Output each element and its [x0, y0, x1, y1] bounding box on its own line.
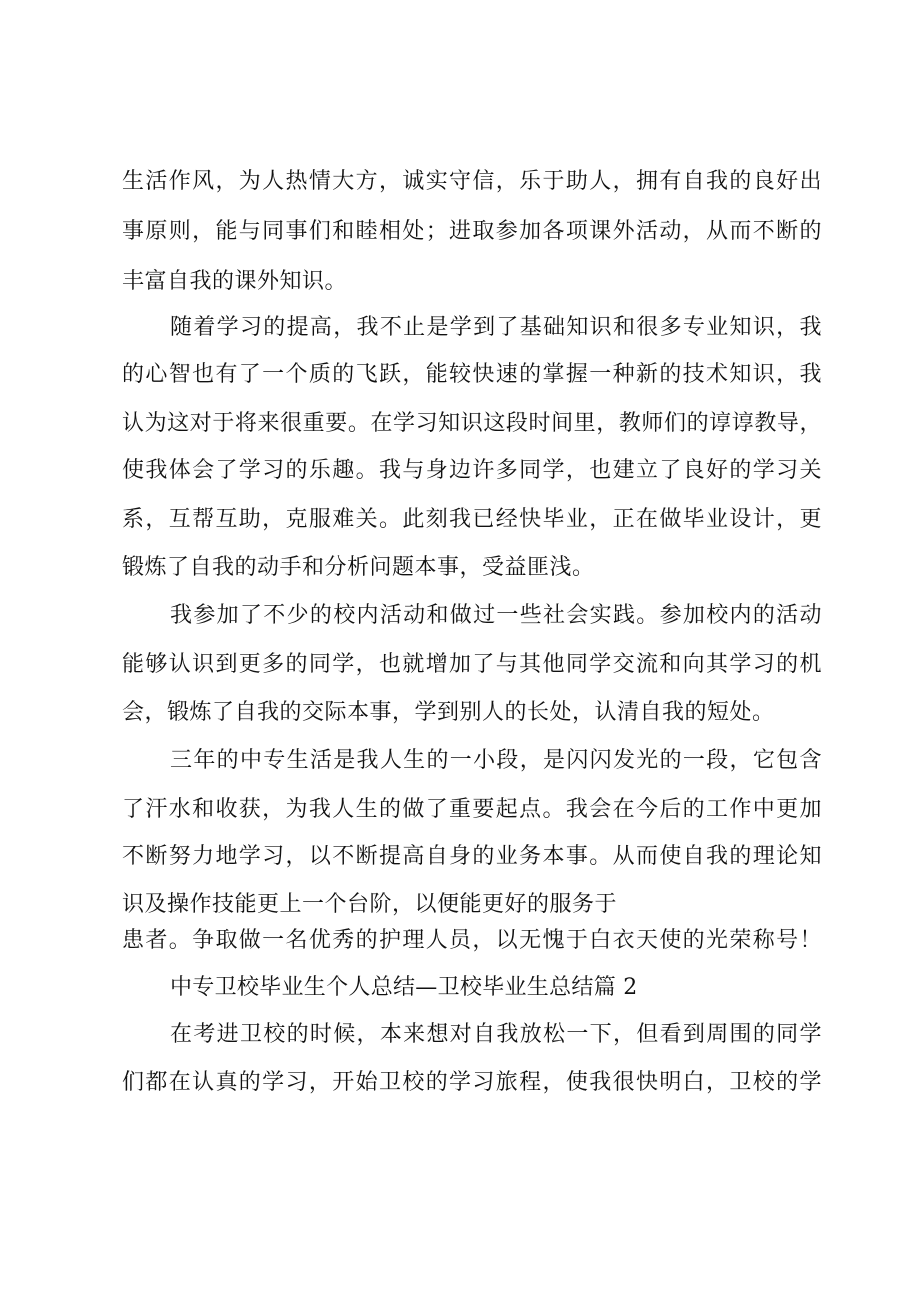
text-line-16: 识及操作技能更上一个台阶，以便能更好的服务于: [122, 892, 618, 917]
text-line-10: 我参加了不少的校内活动和做过一些社会实践。参加校内的活动: [170, 603, 822, 628]
text-line-2: 事原则，能与同事们和睦相处；进取参加各项课外活动，从而不断的: [122, 219, 822, 244]
text-line-4: 随着学习的提高，我不止是学到了基础知识和很多专业知识，我: [170, 315, 822, 340]
text-line-14: 了汗水和收获，为我人生的做了重要起点。我会在今后的工作中更加: [122, 797, 822, 822]
section-heading: 中专卫校毕业生个人总结—卫校毕业生总结篇 2: [170, 975, 638, 1000]
text-line-17: 患者。争取做一名优秀的护理人员，以无愧于白衣天使的光荣称号！: [122, 928, 822, 953]
text-line-8: 系，互帮互助，克服难关。此刻我已经快毕业，正在做毕业设计，更: [122, 507, 822, 532]
text-line-20: 们都在认真的学习，开始卫校的学习旅程，使我很快明白，卫校的学: [122, 1070, 822, 1095]
text-line-1: 生活作风，为人热情大方，诚实守信，乐于助人，拥有自我的良好出: [122, 169, 822, 194]
text-line-11: 能够认识到更多的同学，也就增加了与其他同学交流和向其学习的机: [122, 652, 822, 677]
text-line-5: 的心智也有了一个质的飞跃，能较快速的掌握一种新的技术知识，我: [122, 362, 822, 387]
text-line-15: 不断努力地学习，以不断提高自身的业务本事。从而使自我的理论知: [122, 844, 822, 869]
text-line-19: 在考进卫校的时候，本来想对自我放松一下，但看到周围的同学: [170, 1022, 822, 1047]
text-line-12: 会，锻炼了自我的交际本事，学到别人的长处，认清自我的短处。: [122, 700, 775, 725]
text-line-13: 三年的中专生活是我人生的一小段，是闪闪发光的一段，它包含: [170, 748, 822, 773]
text-line-3: 丰富自我的课外知识。: [122, 269, 348, 294]
text-line-6: 认为这对于将来很重要。在学习知识这段时间里，教师们的谆谆教导，: [122, 411, 822, 436]
text-line-7: 使我体会了学习的乐趣。我与身边许多同学，也建立了良好的学习关: [122, 458, 822, 483]
text-line-9: 锻炼了自我的动手和分析问题本事，受益匪浅。: [122, 555, 595, 580]
